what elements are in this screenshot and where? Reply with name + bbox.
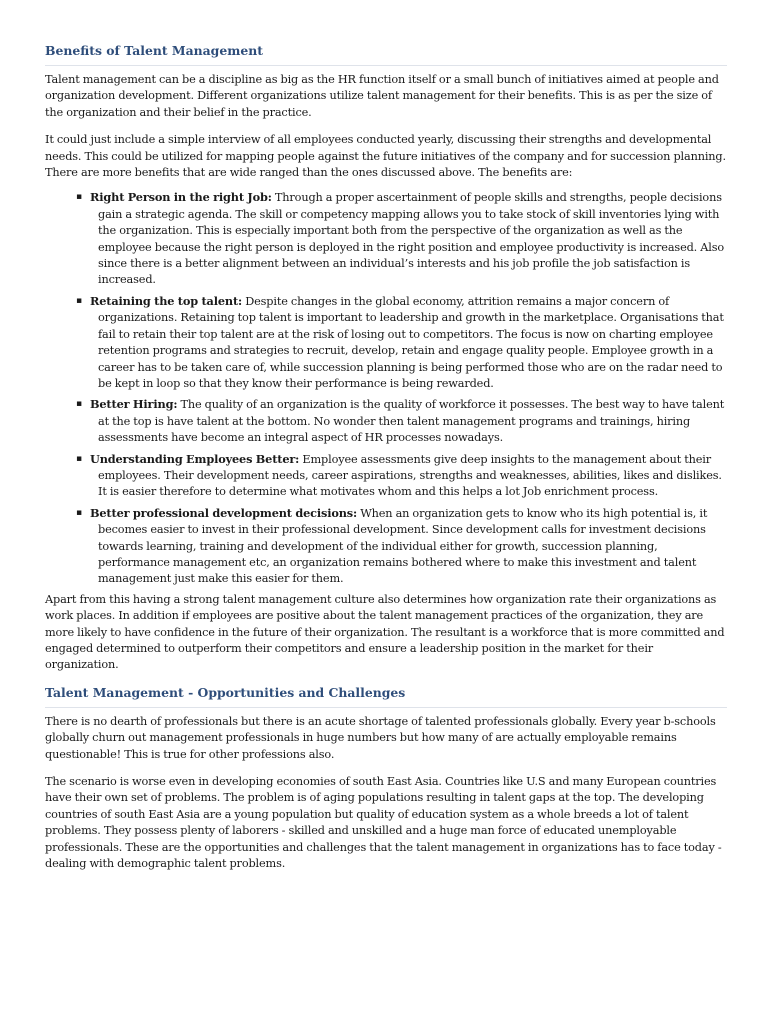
section-heading-benefits: Benefits of Talent Management [45,42,727,66]
list-item-term: Better professional development decisions: [90,505,358,520]
section-heading-opportunities: Talent Management - Opportunities and Challenges [45,684,727,708]
benefits-intro-paragraph: It could just include a simple interview of all employees conducted yearly, discussing their strengths and developmental needs. This could be utilized for mapping people against the future initiatives of the company and for succession planning. There are more benefits that are wide ranged than the ones discussed above. The benefits are: [45,133,726,180]
list-item-retaining-talent [45,293,727,392]
bullet-icon: ▪ [76,507,82,518]
list-item-text: When an organization gets to know who its high potential is, it becomes easier to invest in their professional development. Since development calls for investment decisions towards learning, training and development of the individual either for growth, succession planning, performance management etc, an organization remains bothered where to make this investment and talent management just make this easier for them. [98,506,708,586]
list-item-text: The quality of an organization is the quality of workforce it possesses. The best way to have talent at the top is have talent at the bottom. No wonder then talent management programs and trainings, hiring assessments have become an integral aspect of HR processes nowadays. [98,398,725,445]
bullet-icon: ▪ [76,192,82,203]
list-item-text: Employee assessments give deep insights to the management about their employees. Their development needs, career aspirations, strengths and weaknesses, abilities, likes and dislikes. It is easier therefore to determine what motivates whom and this helps a lot Job enrichment process. [98,452,722,499]
bullet-icon: ▪ [76,399,82,410]
list-item-term: Better Hiring: [90,397,178,412]
list-item-text: Through a proper ascertainment of people skills and strengths, people decisions gain a strategic agenda. The skill or competency mapping allows you to take stock of skill inventories lying with the organization. This is especially important both from the perspective of the organization as well as the employee because the right person is deployed in the right position and employee productivity is increased. Also since there is a better alignment between an individual’s interests and his job profile the job satisfaction is increased. [98,191,725,287]
list-item-better-hiring [45,396,727,446]
list-item-understanding-employees [45,451,727,501]
closing-paragraph: Apart from this having a strong talent management culture also determines how organization rate their organizations as work places. In addition if employees are positive about the talent management practices of the organization, they are more likely to have confidence in the future of their organization. The resultant is a workforce that is more committed and engaged determined to outperform their competitors and ensure a leadership position in the market for their organization. [45,592,725,672]
bullet-icon: ▪ [76,295,82,306]
intro-paragraph: Talent management can be a discipline as big as the HR function itself or a small bunch of initiatives aimed at people and organization development. Different organizations utilize talent management for their benefits. This is as per the size of the organization and their belief in the practice. [45,73,719,119]
document-page [45,42,727,872]
bullet-icon: ▪ [76,453,82,464]
opportunities-paragraph: There is no dearth of professionals but there is an acute shortage of talented professionals globally. Every year b-schools globally churn out management professionals in huge numbers but how many of are actually employable remains questionable! This is true for other professions also. [45,714,716,761]
list-item-term: Understanding Employees Better: [90,451,300,466]
list-item-term: Right Person in the right Job: [90,190,272,205]
list-item-term: Retaining the top talent: [90,293,243,308]
benefits-list [45,189,727,587]
challenges-paragraph: The scenario is worse even in developing economies of south East Asia. Countries like U.S and many European countries have their own set of problems. The problem is of aging populations resulting in talent gaps at the top. The developing countries of south East Asia are a young population but quality of education system as a whole breeds a lot of talent problems. They possess plenty of laborers - skilled and unskilled and a huge man force of educated unemployable professionals. These are the opportunities and challenges that the talent management in organizations has to face today - dealing with demographic talent problems. [45,775,722,871]
list-item-text: Despite changes in the global economy, attrition remains a major concern of organizations. Retaining top talent is important to leadership and growth in the marketplace. Organisations that fail to retain their top talent are at the risk of losing out to competitors. The focus is now on charting employee retention programs and strategies to recruit, develop, retain and engage quality people. Employee growth in a career has to be taken care of, while succession planning is being performed those who are on the radar need to be kept in loop so that they know their performance is being rewarded. [98,294,724,390]
list-item-right-person [45,189,727,288]
list-item-professional-development [45,505,727,588]
